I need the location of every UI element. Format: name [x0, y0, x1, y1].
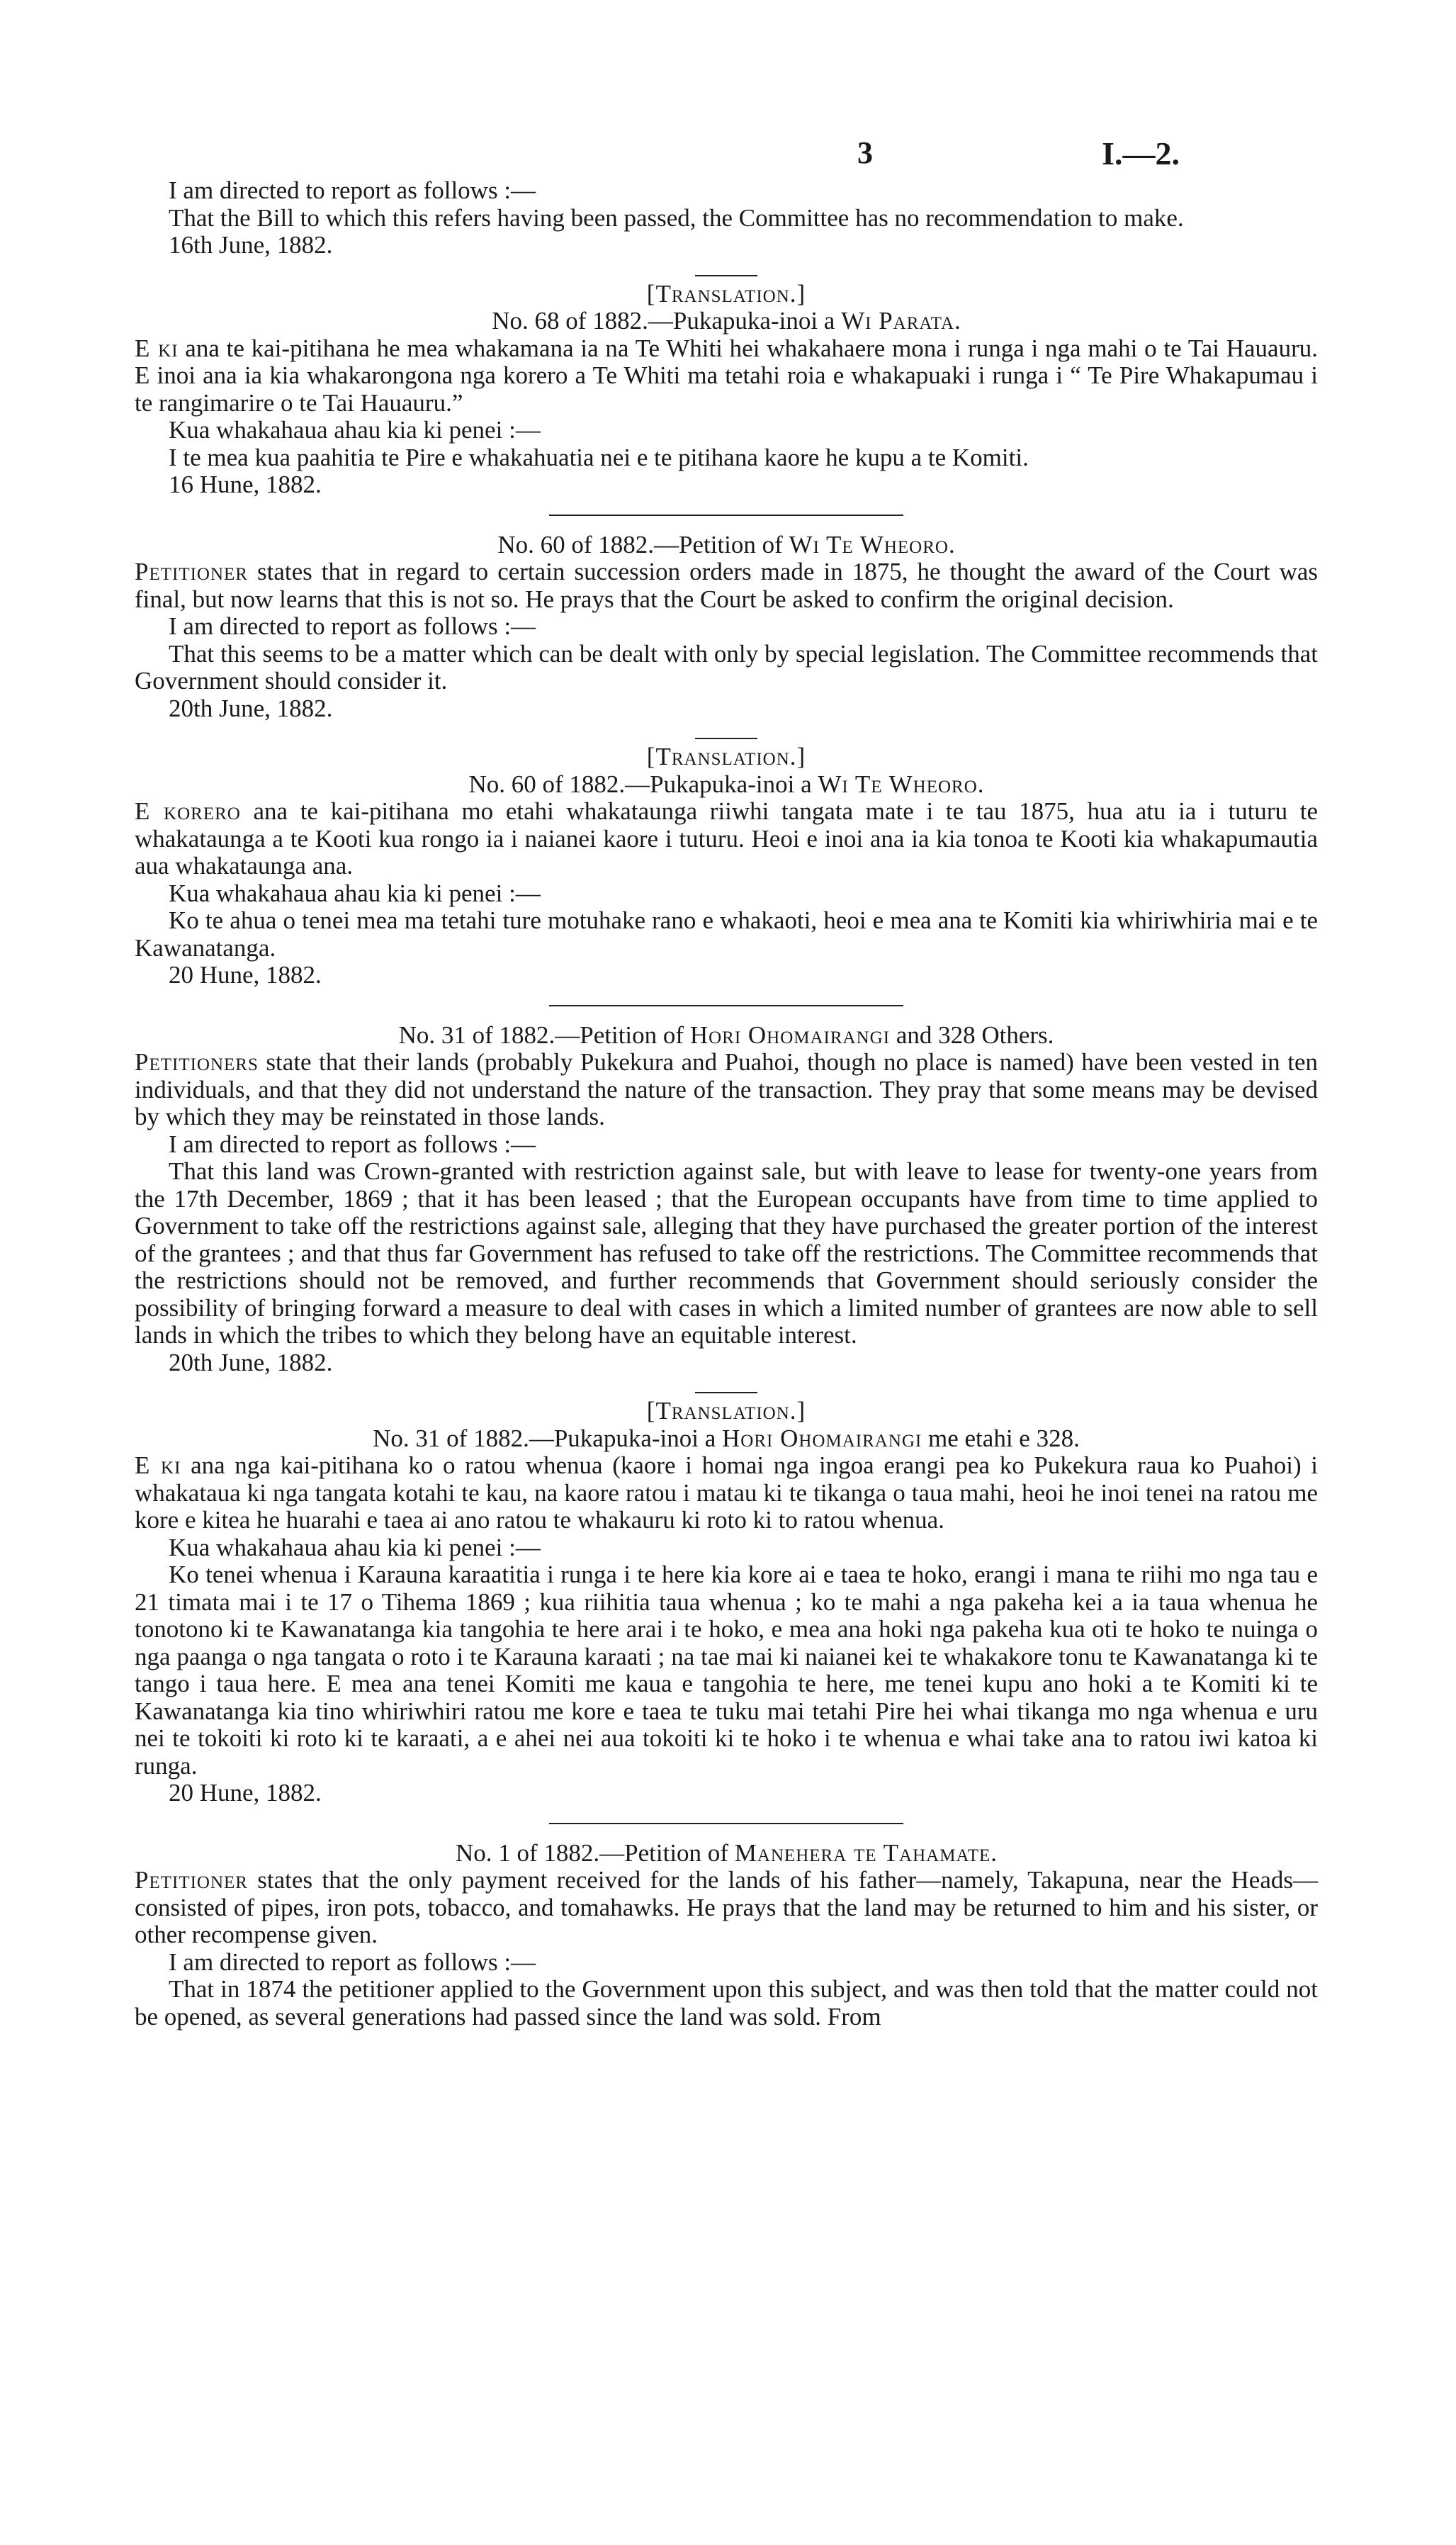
- report-intro: I am directed to report as follows :—: [169, 1948, 536, 1976]
- petition-68-translation: [135, 281, 1318, 499]
- report-date: 20 Hune, 1882.: [169, 961, 322, 989]
- report-continuation: [135, 177, 1318, 259]
- petition-title: No. 68 of 1882.—Pukapuka-inoi a Wi Parata.: [492, 307, 961, 335]
- petition-summary: Petitioner states that the only payment received for the lands of his father—namely, Takapuna, near the Heads—consisted of pipes, iron pots, tobacco, and tomahawks. He prays that the land may be returned to him and his sister, or other recompense given.: [135, 1866, 1318, 1948]
- petition-summary: Petitioners state that their lands (probably Pukekura and Puahoi, though no place is named) have been vested in ten individuals, and that they did not understand the nature of the transaction. They pray that some means may be devised by which they may be reinstated in those lands.: [135, 1048, 1318, 1130]
- petition-title: No. 31 of 1882.—Pukapuka-inoi a Hori Ohomairangi me etahi e 328.: [373, 1424, 1080, 1452]
- report-paragraph: I te mea kua paahitia te Pire e whakahuatia nei e te pitihana kaore he kupu a te Komiti.: [169, 443, 1029, 471]
- petition-60-translation: [135, 743, 1318, 989]
- petitioner-name: Hori Ohomairangi: [722, 1424, 922, 1452]
- page-header: [135, 0, 1318, 177]
- page-number: 3: [857, 135, 873, 170]
- short-rule: [695, 1392, 757, 1393]
- report-date: 20th June, 1882.: [169, 1348, 333, 1376]
- document-reference: I.—2.: [1102, 135, 1180, 172]
- translation-label: [Translation.]: [646, 1397, 806, 1425]
- report-intro: I am directed to report as follows :—: [169, 1130, 536, 1158]
- petitioner-name: Manehera te Tahamate: [734, 1838, 991, 1867]
- report-paragraph: That the Bill to which this refers having been passed, the Committee has no recommendation to make.: [169, 203, 1184, 232]
- report-intro: I am directed to report as follows :—: [169, 176, 536, 204]
- long-rule: [549, 515, 903, 516]
- report-paragraph: Ko te ahua o tenei mea ma tetahi ture motuhake rano e whakaoti, heoi e mea ana te Komiti kia whiriwhiria mai e te Kawanatanga.: [135, 906, 1318, 962]
- report-intro: I am directed to report as follows :—: [169, 612, 536, 640]
- report-intro: Kua whakahaua ahau kia ki penei :—: [169, 1533, 541, 1561]
- short-rule: [695, 275, 757, 276]
- report-date: 20 Hune, 1882.: [169, 1779, 322, 1807]
- petition-title: No. 60 of 1882.—Pukapuka-inoi a Wi Te Wheoro.: [468, 770, 984, 798]
- report-paragraph: That this seems to be a matter which can be dealt with only by special legislation. The Committee recommends that Government should consider it.: [135, 639, 1318, 695]
- report-date: 20th June, 1882.: [169, 694, 333, 722]
- petition-summary: E ki ana nga kai-pitihana ko o ratou whenua (kaore i homai nga ingoa erangi pea ko Pukekura raua ko Puahoi) i whakataua ki nga tangata kotahi te kau, na kaore ratou i matau ki te tikanga o taua mahi, heoi he inoi tenei na ratou me kore e kitea he huarahi e taea ai ano ratou te whakauru ki roto ki to ratou whenua.: [135, 1451, 1318, 1534]
- petitioner-name: Wi Parata: [841, 307, 955, 335]
- report-paragraph: Ko tenei whenua i Karauna karaatitia i runga i te here kia kore ai e taea te hoko, erangi i mana te riihi mo nga tau e 21 timata mai i te 17 o Tihema 1869 ; kua riihitia taua whenua ; ko te mahi a nga pakeha kei a ia taua whenua he tonotono ki te Kawanatanga kia tangohia te here arai i te hoko, e mea ana hoki nga pakeha kua oti te hoko te nuinga o nga paanga o nga tangata o roto i te Karauna karaati ; na tae mai ki naianei kei te whakakore tonu te Kawanatanga ki te tango i taua here. E mea ana tenei Komiti me kaua e tangohia te here, me tenei kupu ano hoki a te Komiti ki te Kawanatanga kia tino whiriwhiri ratou me kore e taea te tuku mai tetahi Pire hei whai tikanga mo nga whenua e uru nei te tokoiti ki roto ki te karaati, a e ahei nei aua tokoiti ki te hoko i te whenua e whai take ana to ratou iwi katoa ki runga.: [135, 1561, 1318, 1780]
- petition-60: [135, 532, 1318, 723]
- document-body: [135, 177, 1318, 2030]
- petitioner-name: Wi Te Wheoro: [818, 770, 978, 798]
- report-paragraph: That this land was Crown-granted with restriction against sale, but with leave to lease for twenty-one years from the 17th December, 1869 ; that it has been leased ; that the European occupants have from time to time applied to Government to take off the restrictions against sale, alleging that they have purchased the greater portion of the interest of the grantees ; and that thus far Government has refused to take off the restrictions. The Committee recommends that the restrictions should not be removed, and further recommends that Government should seriously consider the possibility of bringing forward a measure to deal with cases in which a limited number of grantees are now able to sell lands in which the tribes to which they belong have an equitable interest.: [135, 1157, 1318, 1349]
- petitioner-name: Wi Te Wheoro: [789, 530, 949, 558]
- petition-summary: E ki ana te kai-pitihana he mea whakamana ia na Te Whiti hei whakahaere mona i runga i nga mahi o te Tai Hauauru. E inoi ana ia kia whakarongona nga korero a Te Whiti ma tetahi roia e whakapuaki i runga i “ Te Pire Whakapumau i te rangimarire o te Tai Hauauru.”: [135, 334, 1318, 417]
- petition-31: [135, 1022, 1318, 1377]
- report-paragraph: That in 1874 the petitioner applied to the Government upon this subject, and was then told that the matter could not be opened, as several generations had passed since the land was sold. From: [135, 1975, 1318, 2030]
- petition-title: No. 60 of 1882.—Petition of Wi Te Wheoro.: [497, 530, 955, 558]
- report-intro: Kua whakahaua ahau kia ki penei :—: [169, 416, 541, 444]
- petition-title: No. 1 of 1882.—Petition of Manehera te Tahamate.: [455, 1838, 998, 1867]
- long-rule: [549, 1823, 903, 1824]
- petition-31-translation: [135, 1398, 1318, 1807]
- petition-1: [135, 1840, 1318, 2031]
- petition-summary: E korero ana te kai-pitihana mo etahi whakataunga riiwhi tangata mate i te tau 1875, hua atu ia i tuturu te whakataunga a te Kooti kua rongo ia i naianei kaore i tuturu. Heoi e inoi ana ia kia tonoa te Kooti kia whakapumautia aua whakataunga ana.: [135, 797, 1318, 880]
- petitioner-name: Hori Ohomairangi: [689, 1021, 891, 1049]
- report-intro: Kua whakahaua ahau kia ki penei :—: [169, 879, 541, 907]
- short-rule: [695, 738, 757, 739]
- petition-title: No. 31 of 1882.—Petition of Hori Ohomairangi and 328 Others.: [398, 1021, 1054, 1049]
- translation-label: [Translation.]: [646, 279, 806, 308]
- translation-label: [Translation.]: [646, 743, 806, 770]
- report-date: 16th June, 1882.: [169, 231, 333, 259]
- report-date: 16 Hune, 1882.: [169, 471, 322, 498]
- petition-summary: Petitioner states that in regard to certain succession orders made in 1875, he thought the award of the Court was final, but now learns that this is not so. He prays that the Court be asked to confirm the original decision.: [135, 558, 1318, 613]
- long-rule: [549, 1005, 903, 1006]
